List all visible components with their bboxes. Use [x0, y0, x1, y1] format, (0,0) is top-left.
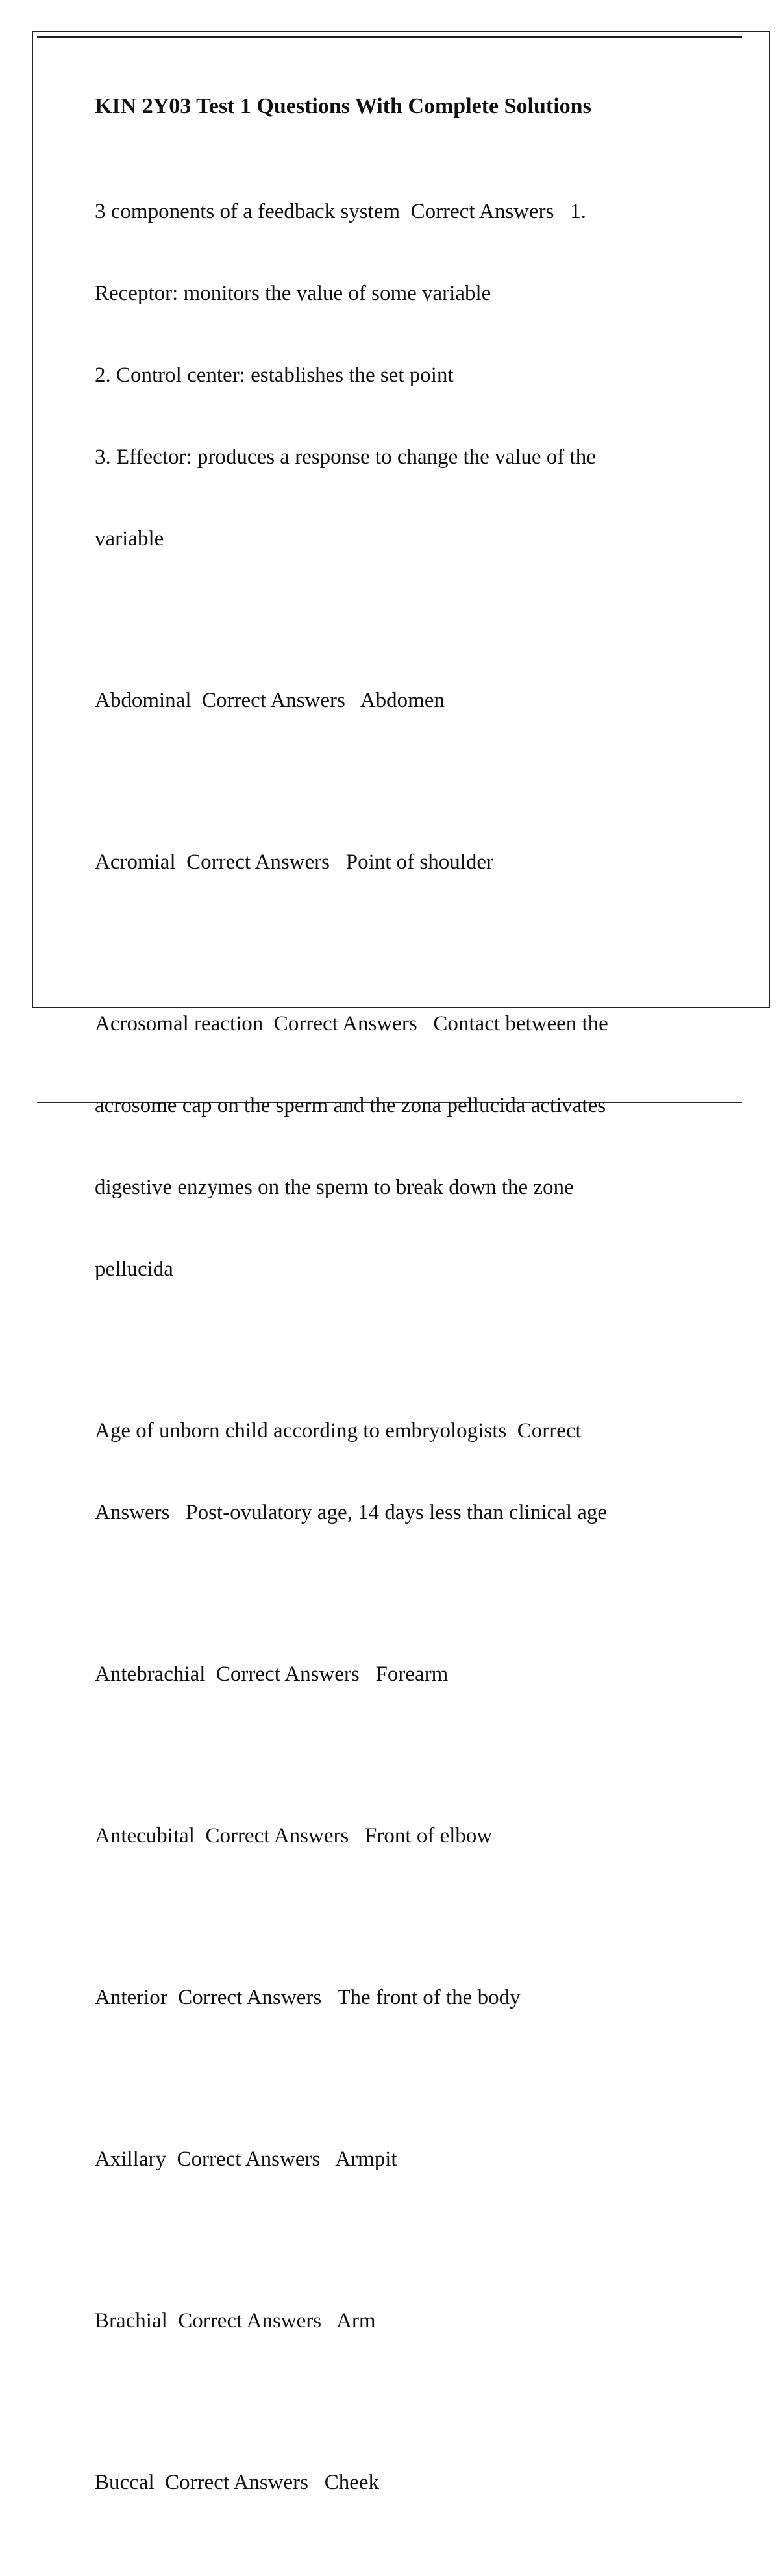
qa-line: Answers Post-ovulatory age, 14 days less than clinical age: [95, 1501, 608, 1524]
qa-entry-buccal: [95, 2414, 679, 2551]
qa-line: Age of unborn child according to embryologists Correct: [95, 1419, 582, 1443]
qa-line: Anterior Correct Answers The front of the body: [95, 1986, 521, 2009]
qa-line: Antebrachial Correct Answers Forearm: [95, 1663, 449, 1686]
qa-line: Brachial Correct Answers Arm: [95, 2309, 376, 2333]
qa-line: Receptor: monitors the value of some variable: [95, 282, 491, 305]
qa-line: Axillary Correct Answers Armpit: [95, 2148, 397, 2171]
qa-line: Abdominal Correct Answers Abdomen: [95, 689, 445, 712]
qa-line: 2. Control center: establishes the set point: [95, 364, 454, 387]
qa-line: Acrosomal reaction Correct Answers Contact between the: [95, 1012, 608, 1035]
top-rule: [37, 36, 742, 38]
qa-entry-anterior: [95, 1929, 679, 2066]
qa-line: Acromial Correct Answers Point of shoulder: [95, 850, 494, 874]
qa-line: acrosome cap on the sperm and the zona pellucida activates: [95, 1094, 606, 1117]
qa-entry-acrosomal-reaction: [95, 956, 679, 1337]
bottom-rule: [37, 1102, 742, 1103]
qa-line: pellucida: [95, 1257, 173, 1281]
qa-line: 3. Effector: produces a response to change the value of the: [95, 445, 596, 469]
qa-line: 3 components of a feedback system Correct Answers 1.: [95, 200, 586, 223]
qa-entry-acromial: [95, 794, 679, 930]
qa-entry-antecubital: [95, 1768, 679, 1904]
document-title: KIN 2Y03 Test 1 Questions With Complete Solutions: [95, 94, 591, 118]
qa-line: digestive enzymes on the sperm to break down the zone: [95, 1176, 574, 1199]
qa-entry-brachial: [95, 2253, 679, 2389]
qa-line: Buccal Correct Answers Cheek: [95, 2471, 380, 2494]
qa-line: Antecubital Correct Answers Front of elbow: [95, 1824, 493, 1848]
qa-entry-axillary: [95, 2091, 679, 2227]
qa-entry-abdominal: [95, 632, 679, 769]
qa-line: variable: [95, 527, 164, 551]
document-content: [95, 93, 679, 2576]
qa-entry-antebrachial: [95, 1606, 679, 1742]
qa-entry-age-of-unborn-child: [95, 1363, 679, 1581]
qa-entry-feedback-system: [95, 143, 679, 607]
